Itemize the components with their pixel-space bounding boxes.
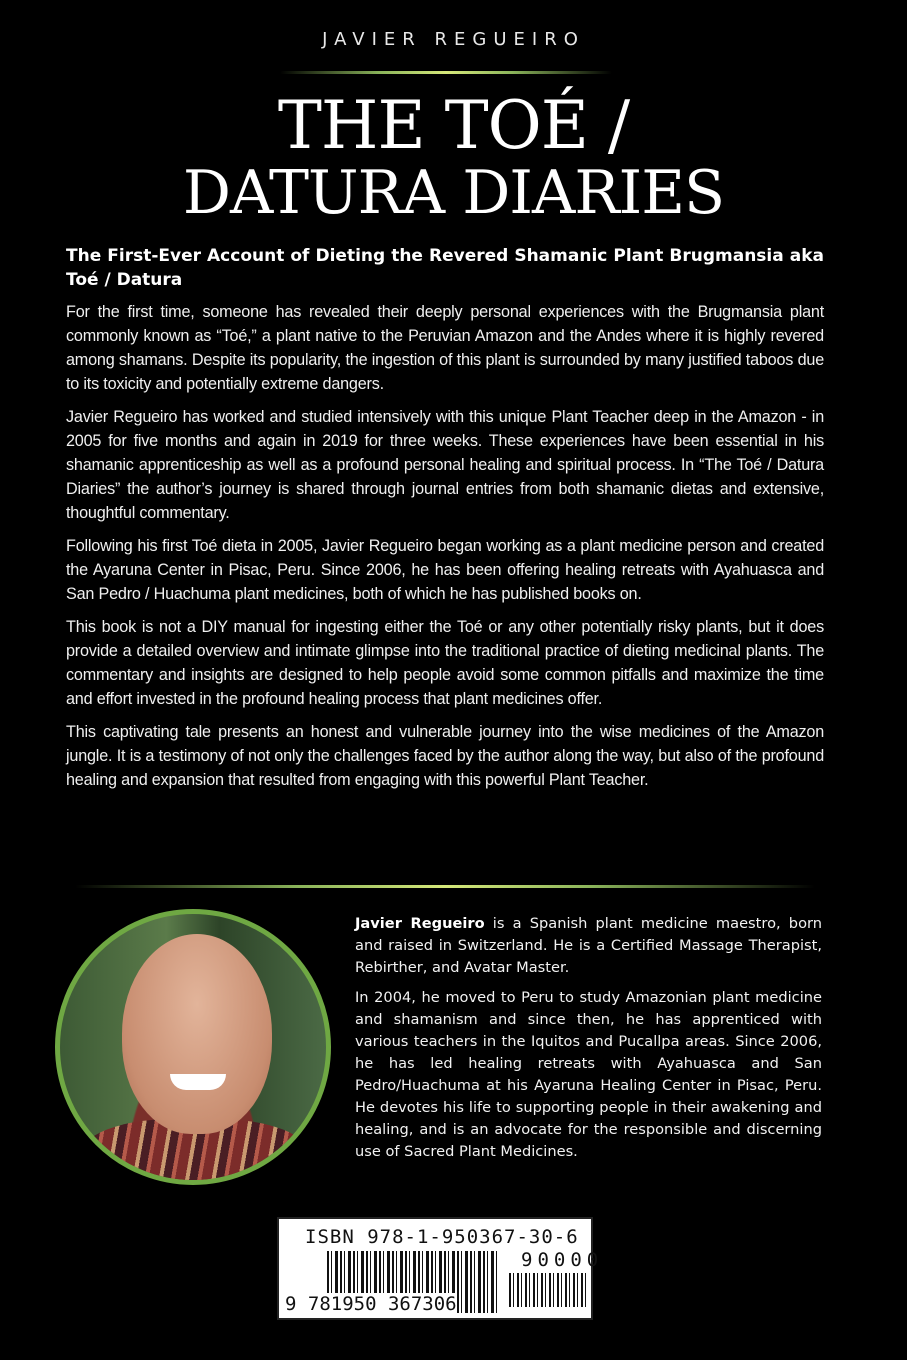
isbn-barcode [277, 1217, 604, 1320]
blurb-paragraph: For the first time, someone has revealed their deeply personal experiences with the Brugmansia plant commonly known as “Toé,” a plant native to the Peruvian Amazon and the Andes where it is highly revered among shamans. Despite its popularity, the ingestion of this plant is surrounded by many justified taboos due to its toxicity and potentially extreme dangers. [66, 303, 824, 393]
blurb-paragraph: This captivating tale presents an honest and vulnerable journey into the wise medicines of the Amazon jungle. It is a testimony of not only the challenges faced by the author along the way, but also of the profound healing and expansion that resulted from engaging with this powerful Plant Teacher. [66, 723, 824, 789]
top-divider [280, 71, 612, 74]
bio-author-name: Javier Regueiro [355, 915, 485, 932]
author-photo [55, 909, 331, 1185]
price-barcode-bars [509, 1273, 587, 1307]
photo-face [122, 934, 272, 1134]
blurb-paragraph: Following his first Toé dieta in 2005, Javier Regueiro began working as a plant medicine person and created the Ayaruna Center in Pisac, Peru. Since 2006, he has been offering healing retreats with Ayahuasca and San Pedro / Huachuma plant medicines, both of which he has published books on. [66, 537, 824, 603]
isbn-label: ISBN 978-1-950367-30-6 [305, 1226, 579, 1248]
photo-smile [170, 1074, 226, 1090]
bio-intro-text: is a Spanish plant medicine maestro, born and raised in Switzerland. He is a Certified Massage Therapist, Rebirther, and Avatar Master. [355, 915, 822, 976]
blurb-paragraph: This book is not a DIY manual for ingesting either the Toé or any other potentially risky plants, but it does provide a detailed overview and intimate glimpse into the traditional practice of dieting medicinal plants. The commentary and insights are designed to help people avoid some common pitfalls and maximize the time and effort invested in the profound healing process that plant medicines offer. [66, 618, 824, 708]
section-divider [75, 885, 815, 888]
author-bio [355, 913, 822, 1171]
bio-paragraph-1 [355, 913, 822, 979]
blurb-paragraph: Javier Regueiro has worked and studied intensively with this unique Plant Teacher deep in the Amazon - in 2005 for five months and again in 2019 for three weeks. These experiences have been essential in his shamanic apprenticeship as well as a profound personal healing and spiritual process. In “The Toé / Datura Diaries” the author’s journey is shared through journal entries from both shamanic dietas and extensive, thoughtful commentary. [66, 408, 824, 522]
ean-digits: 781950 367306 [307, 1293, 457, 1315]
ean-number [285, 1293, 457, 1315]
book-subtitle: The First-Ever Account of Dieting the Revered Shamanic Plant Brugmansia aka Toé / Datura [66, 246, 824, 290]
blurb-section [66, 244, 824, 801]
price-code: 90000 [521, 1249, 604, 1271]
book-title-line-2: DATURA DIARIES [182, 158, 725, 228]
ean-prefix: 9 [285, 1293, 297, 1315]
bio-paragraph-2: In 2004, he moved to Peru to study Amazonian plant medicine and shamanism and since then, he has apprenticed with various teachers in the Iquitos and Pucallpa areas. Since 2006, he has led healing retreats with Ayahuasca and San Pedro/Huachuma at his Ayaruna Healing Center in Pisac, Peru. He devotes his life to supporting people in their awakening and healing, and is an advocate for the responsible and discerning use of Sacred Plant Medicines. [355, 989, 822, 1160]
book-title-line-1: THE TOÉ / [277, 87, 630, 164]
author-name-header: JAVIER REGUEIRO [322, 29, 585, 50]
